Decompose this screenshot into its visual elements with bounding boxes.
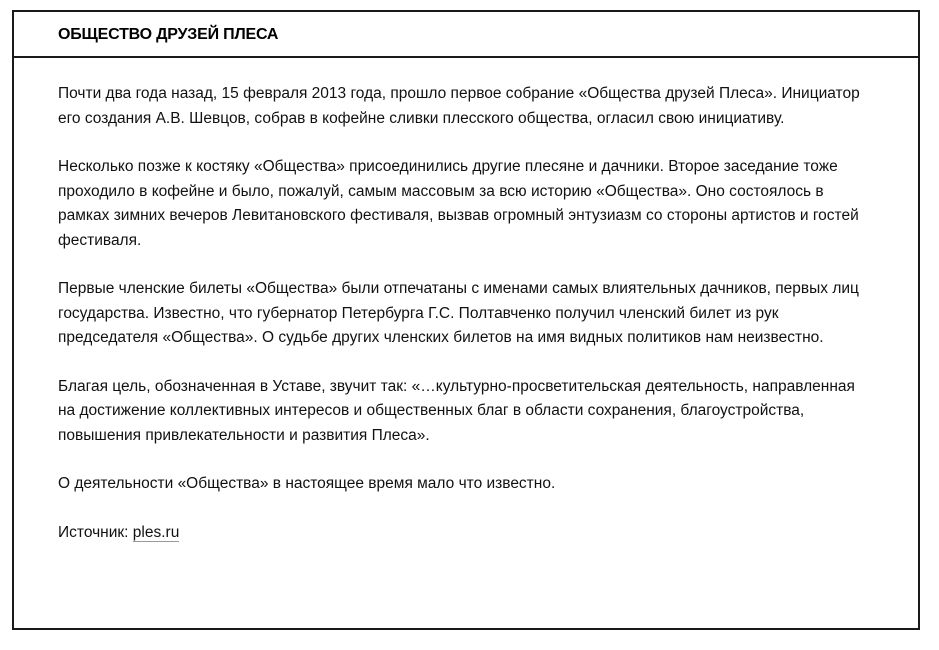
paragraph-membership-cards: Первые членские билеты «Общества» были отпечатаны с именами самых влиятельных дачников, первых лиц государства. Известно, что губернатор Петербурга Г.С. Полтавченко получил членский билет из рук председателя «Общества». О судьбе других членских билетов на имя видных политиков нам неизвестно.	[58, 280, 859, 346]
paragraph-charter-goal: Благая цель, обозначенная в Уставе, звучит так: «…культурно-просветительская деятельность, направленная на достижение коллективных интересов и общественных благ в области сохранения, благоустройства, повышения привлекательности и развития Плеса».	[58, 377, 855, 444]
article-title: ОБЩЕСТВО ДРУЗЕЙ ПЛЕСА	[58, 25, 279, 43]
source-link[interactable]: ples.ru	[132, 523, 180, 541]
article-card	[12, 10, 920, 630]
article-body	[14, 58, 918, 545]
source-line	[58, 521, 874, 546]
paragraph-current-activity: О деятельности «Общества» в настоящее время мало что известно.	[58, 475, 556, 492]
article-header	[14, 12, 918, 58]
paragraph-second-meeting: Несколько позже к костяку «Общества» присоединились другие плесяне и дачники. Второе заседание тоже проходило в кофейне и было, пожалуй, самым массовым за всю историю «Общества». Оно состоялось в рамках зимних вечеров Левитановского фестиваля, вызвав огромный энтузиазм со стороны артистов и гостей фестиваля.	[58, 158, 859, 249]
paragraph-founding: Почти два года назад, 15 февраля 2013 года, прошло первое собрание «Общества друзей Плеса». Инициатор его создания А.В. Шевцов, собрав в кофейне сливки плесского общества, огласил свою инициативу.	[58, 85, 860, 127]
source-label: Источник:	[58, 523, 129, 541]
